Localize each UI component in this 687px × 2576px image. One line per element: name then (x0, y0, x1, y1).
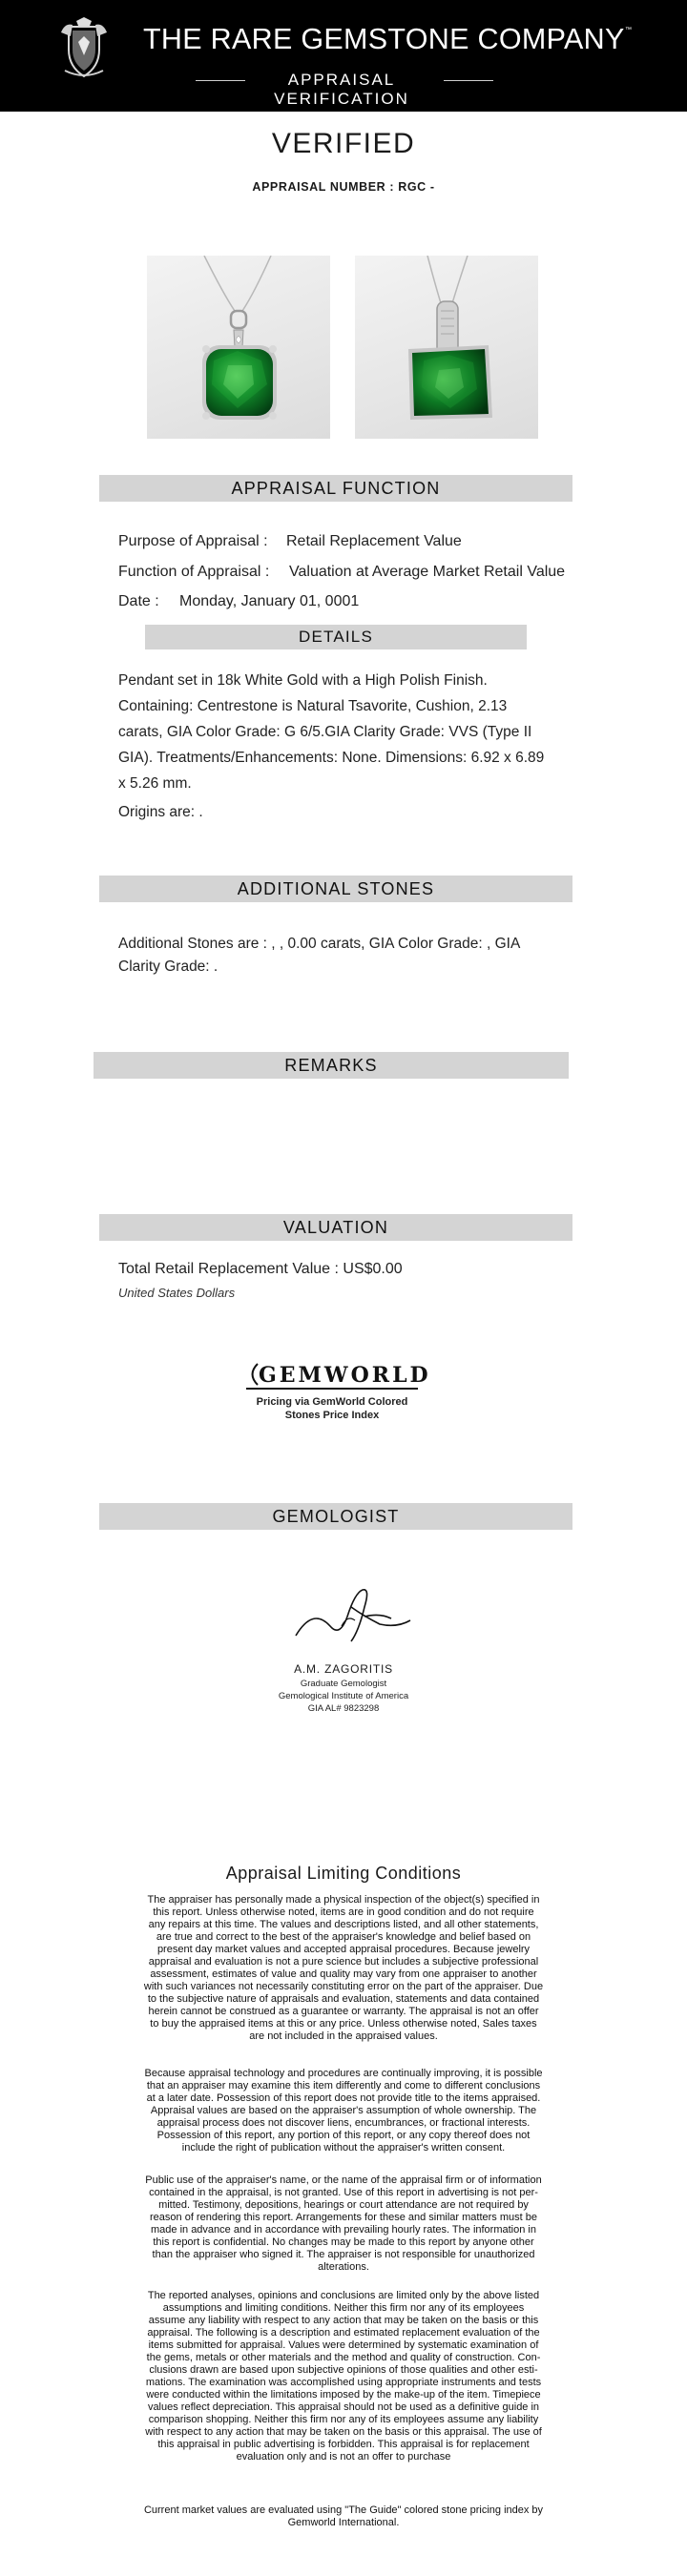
paragraph-line: Public use of the appraiser's name, or the name of the appraisal firm or of information (145, 2174, 542, 2186)
paragraph-line: the gems, metals or other materials and the method and quality of construction. Con- (146, 2352, 541, 2363)
paragraph-line: appraisal. The following is a description and estimated replacement evaluation of the (147, 2327, 540, 2339)
paragraph-line: reason of rendering this report. Arrangements for these and similar matters must be (150, 2212, 537, 2223)
details-origins: Origins are: . (118, 804, 203, 820)
paragraph-line: at a later date. Possession of this report does not provide title to the items appraised. (146, 2092, 541, 2104)
function-label: Function of Appraisal : (118, 564, 270, 580)
paragraph-line: appraisal process does not discover liens, encumbrances, or fractional interests. (156, 2117, 531, 2129)
details-line-3: carats, GIA Color Grade: G 6/5.GIA Clarity Grade: VVS (Type II (118, 724, 532, 740)
paragraph-line: Possession of this report, any portion of this report, or any copy thereof does not (156, 2130, 531, 2141)
paragraph-line: clusions drawn are based upon subjective opinions of those qualities and other esti- (149, 2364, 538, 2376)
additional-stones-line-2: Clarity Grade: . (118, 958, 219, 975)
paragraph-line: to buy the appraised items at this or any price. Unless otherwise noted, Sales taxes (150, 2018, 537, 2030)
paragraph-line: are not included in the appraised values. (249, 2030, 438, 2042)
gemworld-rule (246, 1388, 418, 1390)
currency-note: United States Dollars (118, 1286, 236, 1300)
additional-stones-line-1: Additional Stones are : , , 0.00 carats, GIA Color Grade: , GIA (118, 936, 521, 952)
limiting-conditions-p2 (101, 2068, 586, 2154)
paragraph-line: present day market values and accepted appraisal procedures. Because jewelry (156, 1944, 531, 1955)
paragraph-line: include the right of publication without the appraiser's written consent. (181, 2142, 506, 2154)
gemologist-gia-number: GIA AL# 9823298 (307, 1703, 380, 1714)
paragraph-line: The reported analyses, opinions and conclusions are limited only by the above listed (147, 2290, 540, 2301)
valuation-heading: VALUATION (99, 1214, 572, 1241)
page-subtitle: APPRAISAL VERIFICATION (274, 71, 409, 108)
paragraph-line: appraisal and evaluation is not a pure science but includes a subjective professional (148, 1956, 539, 1968)
limiting-conditions-p1 (101, 1894, 586, 2043)
paragraph-line: any repairs at this time. The values and descriptions listed, and all other statements, (148, 1919, 539, 1930)
details-line-4: GIA). Treatments/Enhancements: None. Dimensions: 6.92 x 6.89 (118, 750, 545, 766)
paragraph-line: to the subjective nature of appraisals and evaluation, statements and data contained (147, 1993, 540, 2005)
paragraph-line: Current market values are evaluated using "The Guide" colored stone pricing index by (143, 2504, 544, 2516)
signature-icon (284, 1578, 418, 1655)
paragraph-line: made in advance and in accordance with prevailing hourly rates. The information in (151, 2224, 536, 2236)
limiting-conditions-p4 (101, 2290, 586, 2463)
paragraph-line: items submitted for appraisal. Values were determined by systematic examination of (148, 2339, 539, 2351)
date-value: Monday, January 01, 0001 (179, 593, 360, 609)
paragraph-line: were conducted within the limitations imposed by the make-up of the item. Timepiece (146, 2389, 541, 2401)
appraisal-number: APPRAISAL NUMBER : RGC - (252, 180, 435, 194)
verified-status: VERIFIED (271, 128, 416, 159)
paragraph-line: with respect to any action that may be taken on the basis or this appraisal. The use of (145, 2426, 542, 2438)
details-heading: DETAILS (145, 625, 527, 649)
pendant-photo-front (147, 256, 330, 439)
details-line-2: Containing: Centrestone is Natural Tsavorite, Cushion, 2.13 (118, 698, 508, 714)
pendant-photo-angle (355, 256, 538, 439)
paragraph-line: that an appraiser may examine this item differently and come to different conclusions (146, 2080, 541, 2092)
gemologist-title: Graduate Gemologist (300, 1679, 387, 1689)
paragraph-line: assume any liability with respect to any action that may be taken on the basis or this (148, 2315, 539, 2326)
purpose-value: Retail Replacement Value (286, 533, 462, 549)
gemologist-name: A.M. ZAGORITIS (294, 1662, 393, 1676)
paragraph-line: with such variances not necessarily constituting error on the part of the appraiser. Due (143, 1981, 544, 1992)
date-label: Date : (118, 593, 159, 609)
brand-name: THE RARE GEMSTONE COMPANY (143, 23, 625, 55)
gemworld-caption (239, 1395, 426, 1422)
paragraph-line: this appraisal in public advertising is forbidden. This appraisal is for replacement (157, 2439, 530, 2450)
paragraph-line: contained in the appraisal, is not granted. Use of this report in advertising is not per- (149, 2187, 538, 2198)
paragraph-line: Gemworld International. (287, 2517, 400, 2528)
paragraph-line: Because appraisal technology and procedures are continually improving, it is possible (144, 2068, 543, 2079)
paragraph-line: this report. Unless otherwise noted, items are in good condition and do not require (153, 1906, 534, 1918)
paragraph-line: assessment, estimates of value and quality may vary from one appraiser to another (150, 1968, 537, 1980)
paragraph-line: this report is confidential. No changes may be made to this report by anyone other (153, 2236, 534, 2248)
limiting-conditions-p5 (101, 2504, 586, 2529)
gemologist-institute: Gemological Institute of America (278, 1691, 409, 1701)
paragraph-line: are true and correct to the best of the appraiser's knowledge and belief based on (156, 1931, 531, 1943)
paragraph-line: mations. The examination was accomplished using appropriate instruments and tests (145, 2377, 542, 2388)
subtitle-rule-right (444, 80, 493, 81)
paragraph-line: alterations. (318, 2261, 369, 2273)
gemologist-heading: GEMOLOGIST (99, 1503, 572, 1530)
paragraph-line: assumptions and limiting conditions. Neither this firm nor any of its employees (162, 2302, 525, 2314)
paragraph-line: evaluation only and is not an offer to purchase (236, 2451, 451, 2463)
details-line-5: x 5.26 mm. (118, 775, 192, 792)
limiting-conditions-title: Appraisal Limiting Conditions (225, 1864, 462, 1883)
paragraph-line: values reflect depreciation. This appraisal should not be used as a definitive guide in (147, 2401, 540, 2413)
appraisal-function-heading: APPRAISAL FUNCTION (99, 475, 572, 502)
paragraph-line: herein cannot be construed as a guarantee or warranty. The appraisal is not an offer (148, 2006, 539, 2017)
trademark-mark: ™ (625, 27, 632, 33)
limiting-conditions-p3 (101, 2174, 586, 2274)
valuation-total: Total Retail Replacement Value : US$0.00 (118, 1261, 403, 1277)
paragraph-line: The appraiser has personally made a physical inspection of the object(s) specified in (147, 1894, 540, 1906)
crest-logo-icon (55, 17, 113, 80)
gemworld-logo: GEMWORLD (259, 1363, 431, 1388)
purpose-label: Purpose of Appraisal : (118, 533, 268, 549)
remarks-heading: REMARKS (94, 1052, 569, 1079)
details-line-1: Pendant set in 18k White Gold with a High Polish Finish. (118, 672, 488, 689)
function-value: Valuation at Average Market Retail Value (289, 564, 566, 580)
gemworld-caption-line-2: Stones Price Index (284, 1410, 380, 1421)
gemworld-arc-icon (246, 1362, 260, 1387)
paragraph-line: than the appraiser who signed it. The appraiser is not responsible for unauthorized (152, 2249, 535, 2260)
paragraph-line: Appraisal values are based on the appraiser's assumption of whole ownership. The (150, 2105, 537, 2116)
paragraph-line: comparison shopping. Neither this firm nor any of its employees assume any liability (148, 2414, 539, 2425)
paragraph-line: mitted. Testimony, depositions, hearings or court attendance are not required by (158, 2199, 529, 2211)
additional-stones-heading: ADDITIONAL STONES (99, 876, 572, 902)
gemworld-caption-line-1: Pricing via GemWorld Colored (256, 1396, 408, 1408)
